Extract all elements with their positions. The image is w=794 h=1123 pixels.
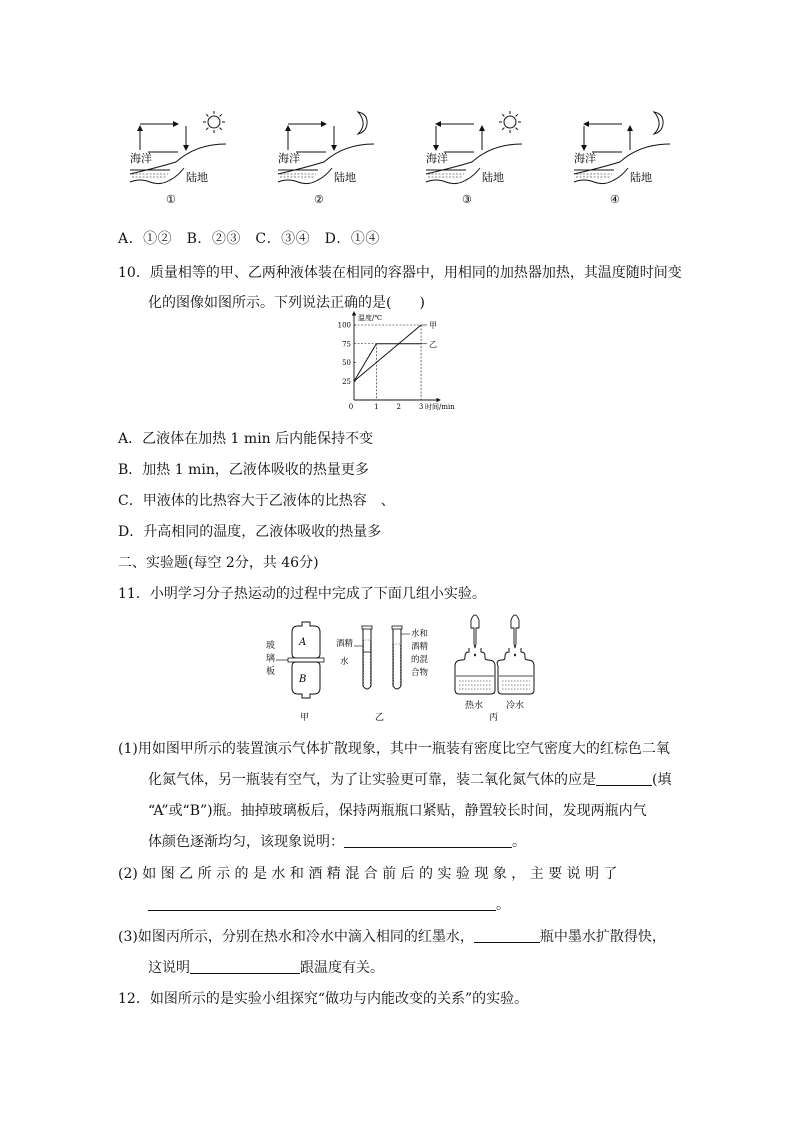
y-tick-label: 25 xyxy=(342,377,351,386)
q11-part1-line2 xyxy=(148,769,671,789)
diagram-number: ② xyxy=(314,193,324,206)
sea-land-breeze-diagrams xyxy=(118,104,678,214)
q11-part1-line4-tail: 。 xyxy=(512,834,526,850)
answer-blank-5[interactable] xyxy=(190,959,300,974)
hot-water-label: 热水 xyxy=(465,701,484,711)
mixture-label-2: 酒精 xyxy=(411,642,429,652)
q10-option-b: B．加热 1 min，乙液体吸收的热量更多 xyxy=(118,462,369,478)
sun-icon xyxy=(499,111,521,133)
q10-option-c: C．甲液体的比热容大于乙液体的比热容 、 xyxy=(118,493,395,509)
figure-jia-label: 甲 xyxy=(300,713,310,723)
figure-yi-label: 乙 xyxy=(375,713,385,723)
answer-blank-3[interactable] xyxy=(148,896,496,911)
y-tick-label: 100 xyxy=(337,321,351,330)
x-tick-label: 2 xyxy=(396,403,401,411)
q12-stem: 12．如图所示的是实验小组探究“做功与内能改变的关系”的实验。 xyxy=(118,991,529,1007)
diagram-number: ④ xyxy=(610,193,620,206)
bottle-a-label: A xyxy=(299,637,307,648)
diagram-number: ① xyxy=(166,193,176,206)
q11-stem: 11．小明学习分子热运动的过程中完成了下面几组小实验。 xyxy=(118,586,486,602)
y-tick-label: 75 xyxy=(342,340,351,349)
diffusion-experiments xyxy=(262,610,542,726)
water-hatch xyxy=(428,174,464,177)
diagram-3 xyxy=(426,111,522,206)
q11-part3-line2-text: 这说明 xyxy=(148,960,190,976)
y-tick-label: 50 xyxy=(342,359,351,367)
q11-part3-line1 xyxy=(118,926,666,946)
q11-part1-line1: (1)用如图甲所示的装置演示气体扩散现象，其中一瓶装有密度比空气密度大的红棕色二氧 xyxy=(118,741,670,757)
sea-label: 海洋 xyxy=(278,152,300,165)
land-label: 陆地 xyxy=(334,171,356,184)
cold-water-label: 冷水 xyxy=(506,701,525,711)
q11-part3-line1-text: (3)如图丙所示，分别在热水和冷水中滴入相同的红墨水， xyxy=(118,929,474,945)
q11-part1-line4-text: 体颜色逐渐均匀，该现象说明： xyxy=(148,834,344,850)
land-label: 陆地 xyxy=(630,171,652,184)
test-tubes xyxy=(336,626,429,689)
series-label-1: 甲 xyxy=(429,321,438,330)
q11-part1-line4 xyxy=(148,831,526,851)
q11-part1-line2-tail: (填 xyxy=(652,772,672,788)
x-tick-label: 3 xyxy=(418,403,424,411)
land-label: 陆地 xyxy=(186,171,208,184)
bottles-with-glass-plate xyxy=(266,622,324,698)
glass-plate-char3: 板 xyxy=(266,667,276,677)
q10-option-a: A．乙液体在加热 1 min 后内能保持不变 xyxy=(118,431,374,447)
series-line-2 xyxy=(354,344,421,382)
q11-part2-line2 xyxy=(148,894,510,914)
moon-icon xyxy=(654,112,663,134)
sea-label: 海洋 xyxy=(426,152,448,165)
q11-part2-line2-tail: 。 xyxy=(496,897,510,913)
water-hatch xyxy=(576,174,612,177)
bottle-b-label: B xyxy=(299,674,307,685)
diagram-1 xyxy=(130,111,226,206)
q10-option-d: D．升高相同的温度，乙液体吸收的热量多 xyxy=(118,524,382,540)
water-label: 水 xyxy=(340,657,349,667)
diagram-4 xyxy=(574,112,670,206)
section-2-heading: 二、实验题(每空 2分，共 46分) xyxy=(118,555,319,571)
series-label-2: 乙 xyxy=(429,339,438,349)
q9-options: A．①② B．②③ C．③④ D．①④ xyxy=(118,231,380,247)
answer-blank-1[interactable] xyxy=(596,771,652,786)
sun-icon xyxy=(203,111,225,133)
alcohol-label: 酒精 xyxy=(336,639,354,649)
water-hatch xyxy=(132,174,168,177)
q11-part3-line1-tail: 瓶中墨水扩散得快， xyxy=(539,929,666,945)
q11-part2-line1: (2) 如 图 乙 所 示 的 是 水 和 酒 精 混 合 前 后 的 实 验 现 象 ， 主 要 说 明 了 xyxy=(118,866,618,882)
y-axis-label: 温度/℃ xyxy=(358,314,383,322)
land-label: 陆地 xyxy=(482,171,504,184)
x-tick-label: 1 xyxy=(374,403,379,411)
series-line-1 xyxy=(354,325,421,381)
q11-part3-line2 xyxy=(148,957,384,977)
diagram-number: ③ xyxy=(462,193,472,206)
q10-stem-line2: 化的图像如图所示。下列说法正确的是( ) xyxy=(148,295,425,311)
x-axis-label: 时间/min xyxy=(425,403,455,411)
q9-figure xyxy=(118,104,678,214)
q10-stem-line1: 10．质量相等的甲、乙两种液体装在相同的容器中，用相同的加热器加热，其温度随时间变 xyxy=(118,265,682,281)
mixture-label-4: 合物 xyxy=(411,668,429,678)
figure-bing-label: 丙 xyxy=(489,713,499,723)
x-tick-label: 0 xyxy=(348,403,354,411)
water-hatch xyxy=(280,174,316,177)
temperature-time-chart xyxy=(330,308,460,416)
answer-blank-2[interactable] xyxy=(344,833,512,848)
jars-with-droppers xyxy=(455,615,534,711)
mixture-label-3: 的混 xyxy=(411,655,429,665)
q11-part3-line2-tail: 跟温度有关。 xyxy=(300,960,384,976)
answer-blank-4[interactable] xyxy=(474,928,540,943)
glass-plate-char1: 玻 xyxy=(266,641,276,651)
sea-label: 海洋 xyxy=(574,152,596,165)
q10-chart xyxy=(330,308,460,420)
diagram-2 xyxy=(278,112,374,206)
mixture-label-1: 水和 xyxy=(411,629,429,639)
q11-figure xyxy=(262,610,542,730)
q11-part1-line2-text: 化氮气体，另一瓶装有空气，为了让实验更可靠，装二氧化氮气体的应是 xyxy=(148,772,596,788)
sea-label: 海洋 xyxy=(130,152,152,165)
q11-part1-line3: “A”或“B”)瓶。抽掉玻璃板后，保持两瓶瓶口紧贴，静置较长时间，发现两瓶内气 xyxy=(148,803,647,819)
moon-icon xyxy=(358,112,367,134)
glass-plate-char2: 璃 xyxy=(266,654,276,664)
